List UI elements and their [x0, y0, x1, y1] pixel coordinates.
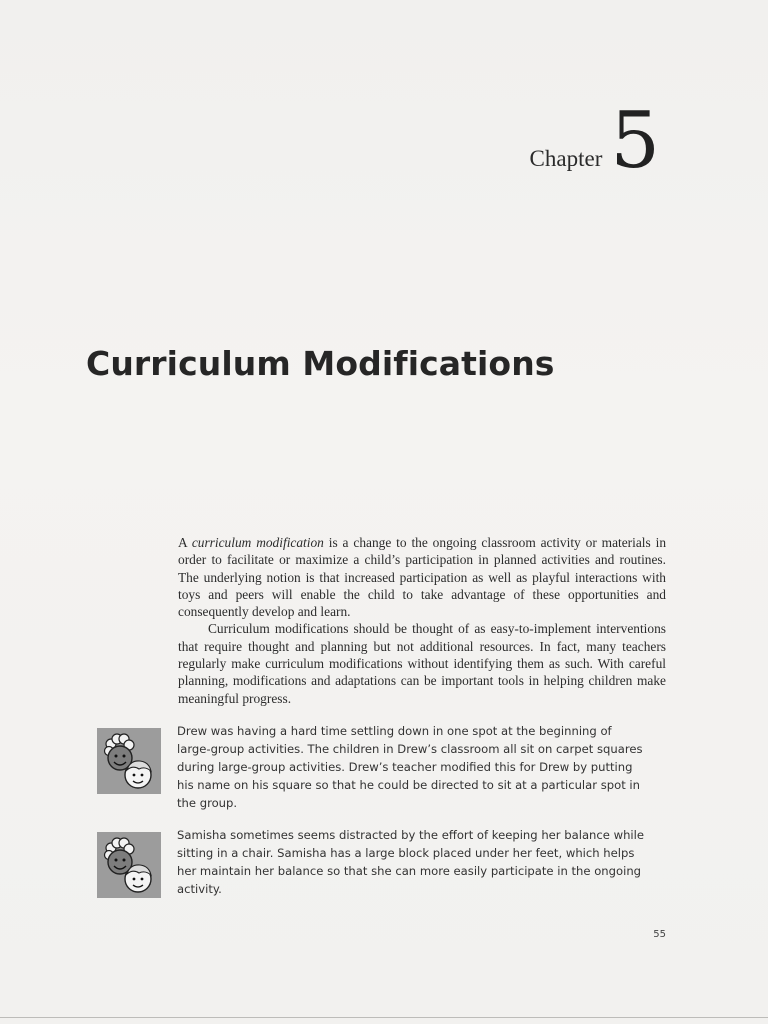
chapter-label: Chapter — [529, 146, 603, 172]
paragraph-1-rest: is a change to the ongoing classroom activity or materials in order to facilitate or maximize a child’s participation in planned activities and routines. The underlying notion is that increased participation as well as playful interactions with toys and peers will enable the child to take advantage of these opportunities and consequently develop and learn. — [178, 535, 667, 620]
example-box — [97, 722, 669, 812]
defined-term: curriculum modification — [191, 535, 324, 550]
chapter-heading — [529, 96, 660, 186]
example-box — [97, 826, 669, 898]
two-children-faces-icon — [97, 728, 161, 794]
example-text: Samisha sometimes seems distracted by the effort of keeping her balance while sitting in a chair. Samisha has a large block placed under her feet, which helps her maintain her balance so that she can more easily participate in the ongoing activity. — [177, 828, 644, 896]
example-text: Drew was having a hard time settling down in one spot at the beginning of large-group activities. The children in Drew’s classroom all sit on carpet squares during large-group activities. Drew’s teacher modified this for Drew by putting his name on his square so that he could be directed to sit at a particular spot in the group. — [177, 724, 643, 810]
paragraph-1 — [178, 534, 666, 620]
two-children-faces-icon — [97, 832, 161, 898]
body-text — [178, 534, 666, 707]
paragraph-1-lead: A — [178, 535, 192, 550]
page-bottom-edge — [0, 1017, 768, 1018]
chapter-number: 5 — [610, 96, 660, 186]
page-number: 55 — [653, 929, 666, 940]
faces-illustration — [97, 728, 161, 794]
page-title: Curriculum Modifications — [86, 344, 555, 383]
paragraph-2: Curriculum modifications should be thought of as easy-to-implement interventions that require thought and planning but not additional resources. In fact, many teachers regularly make curriculum modifications without identifying them as such. With careful planning, modifications and adaptations can be important tools in helping children make meaningful progress. — [178, 621, 666, 706]
faces-illustration — [97, 832, 161, 898]
